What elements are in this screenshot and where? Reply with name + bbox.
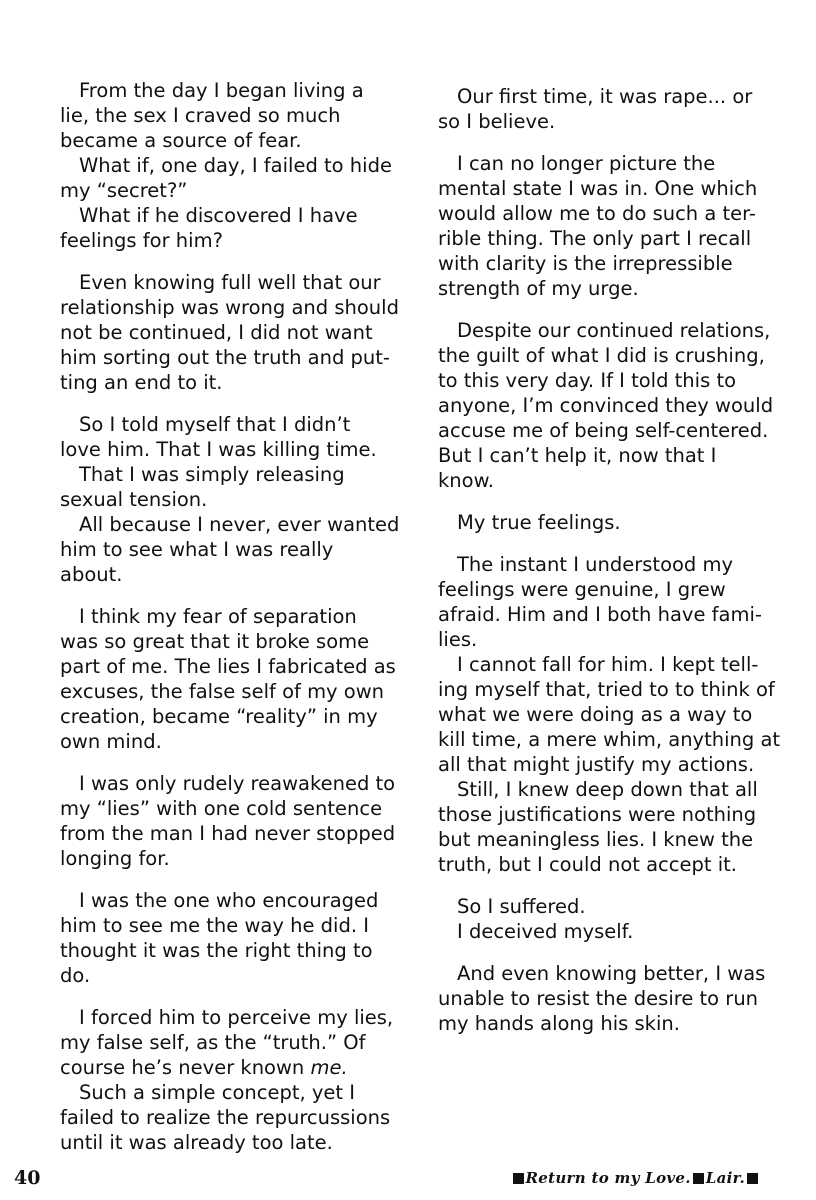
paragraph [60,888,390,988]
text-line: feelings were genuine, I grew [438,578,726,601]
text-line: own mind. [60,730,162,753]
text-line: Despite our continued relations, [457,319,771,342]
paragraph [60,1005,394,1155]
text-line: My true feelings. [457,511,621,534]
paragraph [438,84,768,134]
text-line: strength of my urge. [438,277,639,300]
text-line: afraid. Him and I both have fami- [438,603,762,626]
text-line: those justifications were nothing [438,803,757,826]
page-number: 40 [14,1167,41,1189]
text-line: him to see what I was really [60,538,334,561]
text-line: Even knowing full well that our [79,271,381,294]
square-bullet-icon [747,1173,758,1184]
paragraph [60,604,396,754]
text-fragment: course he’s never known [60,1056,305,1079]
text-line: Still, I knew deep down that all [457,778,758,801]
text-line: Our first time, it was rape... or [457,85,753,108]
text-line: would allow me to do such a ter- [438,202,756,225]
text-line: what we were doing as a way to [438,703,753,726]
text-line: thought it was the right thing to [60,939,373,962]
text-line: part of me. The lies I fabricated as [60,655,396,678]
text-line: feelings for him? [60,229,223,252]
footer-title-text: Lair. [705,1169,745,1187]
text-line: sexual tension. [60,488,208,511]
text-line: so I believe. [438,110,556,133]
text-line: From the day I began living a [79,79,364,102]
text-line: What if he discovered I have [79,204,358,227]
text-line: anyone, I’m convinced they would [438,394,774,417]
footer-title-text: Return to my Love. [525,1169,691,1187]
text-line: was so great that it broke some [60,630,370,653]
text-line: him to see me the way he did. I [60,914,370,937]
text-line: What if, one day, I failed to hide [79,154,392,177]
text-line: about. [60,563,123,586]
square-bullet-icon [693,1173,704,1184]
text-line: I forced him to perceive my lies, [79,1006,394,1029]
text-line: I can no longer picture the [457,152,716,175]
text-line: my “secret?” [60,179,188,202]
text-line: him sorting out the truth and put- [60,346,390,369]
paragraph [60,78,390,253]
text-line: The instant I understood my [457,553,734,576]
paragraph [438,318,774,493]
text-line: lies. [438,628,478,651]
text-line: longing for. [60,847,170,870]
paragraph [438,151,768,301]
text-line: relationship was wrong and should [60,296,399,319]
paragraph [438,961,768,1036]
text-line: kill time, a mere whim, anything at [438,728,781,751]
text-line: until it was already too late. [60,1131,333,1154]
text-line: with clarity is the irrepressible [438,252,733,275]
running-footer [511,1169,761,1187]
text-line: ting an end to it. [60,371,223,394]
right-column [438,84,781,1053]
text-line: rible thing. The only part I recall [438,227,752,250]
text-line: my “lies” with one cold sentence [60,797,383,820]
text-line: Such a simple concept, yet I [79,1081,356,1104]
text-line: all that might justify my actions. [438,753,755,776]
text-line: But I can’t help it, now that I [438,444,717,467]
paragraph [438,510,768,535]
text-line: I cannot fall for him. I kept tell- [457,653,759,676]
text-line: I was the one who encouraged [79,889,379,912]
text-line: the guilt of what I did is crushing, [438,344,765,367]
text-line: ing myself that, tried to to think of [438,678,775,701]
left-column [60,78,400,1172]
text-line: love him. That I was killing time. [60,438,377,461]
text-line: do. [60,964,91,987]
paragraph [438,894,768,944]
text-line: So I told myself that I didn’t [79,413,351,436]
text-line: but meaningless lies. I knew the [438,828,754,851]
text-line: mental state I was in. One which [438,177,758,200]
text-line: I deceived myself. [457,920,634,943]
text-line: truth, but I could not accept it. [438,853,737,876]
emphasis-text: me. [310,1056,348,1079]
text-line: creation, became “reality” in my [60,705,378,728]
text-line [60,1055,390,1080]
text-line: accuse me of being self-centered. [438,419,769,442]
text-line: I think my fear of separation [79,605,357,628]
text-line: unable to resist the desire to run [438,987,759,1010]
text-line: not be continued, I did not want [60,321,373,344]
text-line: So I suffered. [457,895,586,918]
text-line: became a source of fear. [60,129,302,152]
paragraph [438,552,781,877]
paragraph [60,412,400,587]
text-line: lie, the sex I craved so much [60,104,341,127]
text-line: know. [438,469,494,492]
text-line: That I was simply releasing [79,463,345,486]
text-line: failed to realize the repurcussions [60,1106,391,1129]
text-line: from the man I had never stopped [60,822,396,845]
text-line: excuses, the false self of my own [60,680,385,703]
paragraph [60,270,399,395]
text-line: I was only rudely reawakened to [79,772,396,795]
square-bullet-icon [513,1173,524,1184]
text-line: All because I never, ever wanted [79,513,400,536]
paragraph [60,771,396,871]
text-line: my false self, as the “truth.” Of [60,1031,366,1054]
text-line: to this very day. If I told this to [438,369,737,392]
text-line: And even knowing better, I was [457,962,766,985]
text-line: my hands along his skin. [438,1012,680,1035]
